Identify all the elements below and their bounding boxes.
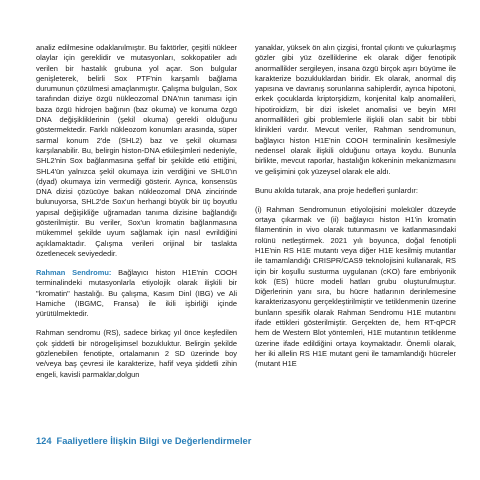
left-paragraph-3: Rahman sendromu (RS), sadece birkaç yıl önce keşfedilen çok şiddetli bir nörogelişimsel bozukluktur. Belirgin şekilde gözlenebilen fenotipte, ortalamanın 2 SD üzerinde boy ve/veya baş çevresi ile karakterize, hafif veya şiddetli zihin engeli, kavisli parmaklar,dolgun	[36, 328, 237, 379]
right-paragraph-3: (i) Rahman Sendromunun etiyolojisini moleküler düzeyde ortaya çıkarmak ve (ii) bağlayıcı histon H1'in kromatin filamentinin in vivo olarak tutunmasını ve katlanmasındaki rolünü netleştirmek. 2021 yılı boyunca, doğal fenotipli H1E'nin RS H1E mutantı veya diğer H1E kesilmiş mutantlar ile tamamlandığı CRISPR/CAS9 teknolojisini kullanarak, RS için bir koşullu susturma uygulanan (cKO) fare embriyonik kök (ES) hücre modeli hatları grubu oluşturulmuştur. Diğerlerinin yanı sıra, bu hücre hatlarının derinlemesine karakterizasyonu gerçekleştirilmiştir ve tetiklenmenin üzerine bunların spesifik olarak Rahman Sendromu H1E mutantını ifade ettikleri gösterilmiştir. Gerçekten de, hem RT-qPCR hem de Western Blot yöntemleri, H1E mutantının tetiklenme üzerine ifade edildiğini ortaya koymaktadır. Önemli olarak, her iki allelin RS H1E mutant geni ile tamamlandığı hücreler (mutant H1E	[255, 204, 456, 369]
rahman-sendromu-heading: Rahman Sendromu:	[36, 268, 112, 278]
left-column	[36, 43, 237, 389]
left-paragraph-2-text: Bağlayıcı histon H1E'nin COOH terminalindeki mutasyonlarla etiyolojik olarak ilişkili bir "kromatin" hastalığı. Bu çalışma, Kasım Dinl (IBG) ve Ali Hamiche (IBGMC, Fransa) ile ikili işbirliği içinde yürütülmektedir.	[36, 268, 237, 319]
page-footer	[36, 436, 251, 446]
right-paragraph-1: yanaklar, yüksek ön alın çizgisi, frontal çıkıntı ve çukurlaşmış gözler gibi yüz özelliklerine ek olarak diğer fenotipik anormallikler sergileyen, insana özgü birçok aşırı büyüme ile karakterize bozukluklardan biridir. Ek olarak, anormal diş yapısına ve davranış sorunlarına sahiplerdir, ayrıca hipotoni, erkek çocuklarda kriptorşidizm, konjenital kalp anomalileri, hipotiroidizm, bir dizi iskelet anomalisi ve beyin MRI anormallikleri gibi problemlerle ilişkili olan sabit bir tıbbi klinikleri vardır. Mevcut veriler, Rahman sendromunun, bağlayıcı histon H1E'nin COOH terminalinin kesilmesiyle nedensel olarak ilişkili olduğunu ortaya koydu. Bununla birlikte, mevcut raporlar, hastalığın kökeninin mekanizmasını ve gelişimini çok yüzeysel olarak ele aldı.	[255, 43, 456, 176]
left-paragraph-1: analiz edilmesine odaklanılmıştır. Bu faktörler, çeşitli nükleer olaylar için gereklidir ve mutasyonları, sokkopatiler adı verilen bir hastalık grubuna yol açar. Son bulgular genişleterek, belirli Sox PTF'nin karşamlı bağlama durumunun çözülmesi amaçlanmıştır. Çalışma bulguları, Sox tarafından diziye özgü nükleozomal DNA'nın tanıması için baza özgü hidrojen bağının (baz okuma) ve konuma özgü DNA değişikliklerinin (şekil okuma) gerekli olduğunu göstermektedir. Farklı nükleozom konumları arasında, süper sarmal konum 2'de (SHL2) baz ve şekil okuması karşılanabilir. Bu, belirgin histon-DNA etkileşimleri nedeniyle, SHL2'nin Sox bağlanmasına şeffaf bir şekilde etki ettiğini, SHL4'ün yalnızca şekil okumaya izin verdiğini ve SHL0'ın (dyad) okumaya izin vermediği gösterir. Ayrıca, konsensüs DNA dizisi çözücüye bakan nükleozomal DNA zincirinde bulunuyorsa, SHL2'de Sox'un herhangi büyük bir üç boyutlu yapısal değişikliğe uğramadan tanıma dizisine bağlandığı gösterilmiştir. Bu veriler, Sox'un kromatin bağlanmasına mükemmel şekilde uyum sağlamak için nasıl evrildiğini açıklamaktadır. Çalışma verileri orijinal bir taslakta özetlenecek seviyededir.	[36, 43, 237, 258]
right-column	[255, 43, 456, 378]
left-paragraph-2	[36, 268, 237, 319]
footer-title: Faaliyetlere İlişkin Bilgi ve Değerlendirmeler	[56, 436, 252, 446]
page-number: 124	[36, 436, 52, 446]
right-paragraph-2: Bunu akılda tutarak, ana proje hedefleri şunlardır:	[255, 185, 418, 195]
